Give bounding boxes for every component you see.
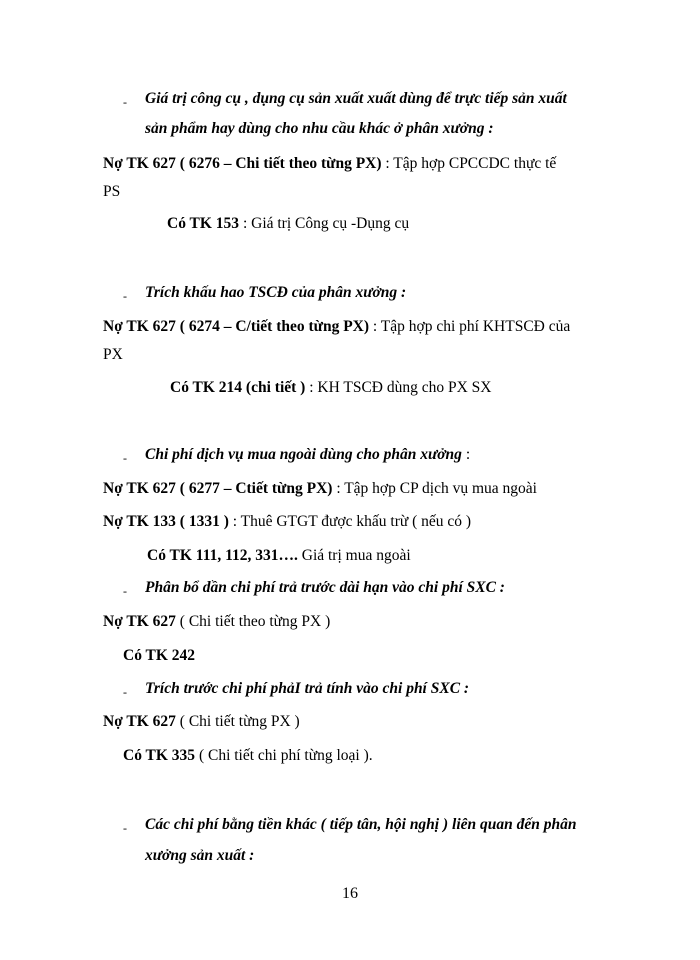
bullet-marker: - — [123, 584, 127, 598]
debit-detail: ( 6274 – C/tiết theo từng PX) — [175, 318, 370, 335]
section-3-heading — [145, 445, 470, 465]
credit-description: ( Chi tiết chi phí từng loại ). — [195, 747, 373, 764]
debit-account: Nợ TK 627 — [103, 480, 176, 497]
section-3-heading-suffix: : — [461, 446, 471, 463]
section-6-heading-line-2: xưởng sản xuất : — [145, 847, 255, 864]
debit-detail: ( 6277 – Ctiết từng PX) — [175, 480, 333, 497]
bullet-marker: - — [123, 95, 127, 109]
section-1-debit-line — [103, 154, 556, 174]
debit-description: : Tập hợp chi phí KHTSCĐ của — [369, 318, 571, 335]
credit-account: Có TK 242 — [123, 647, 196, 664]
section-4-credit-line — [123, 646, 195, 666]
section-1-credit-line — [167, 214, 409, 234]
section-5-credit-line — [123, 746, 373, 766]
section-1-heading-line-1: Giá trị công cụ , dụng cụ sản xuất xuất dùng để trực tiếp sản xuất — [145, 90, 567, 107]
debit-account: Nợ TK 627 — [103, 318, 176, 335]
section-4-heading: Phân bổ dần chi phí trả trước dài hạn vào chi phí SXC : — [145, 579, 505, 596]
page-number: 16 — [342, 885, 358, 902]
debit-account: Nợ TK 627 — [103, 613, 176, 630]
bullet-marker: - — [123, 451, 127, 465]
bullet-marker: - — [123, 289, 127, 303]
debit-description: : Tập hợp CPCCDC thực tế — [381, 155, 557, 172]
credit-description: : Giá trị Công cụ -Dụng cụ — [239, 215, 410, 232]
debit-account: Nợ TK 627 — [103, 155, 176, 172]
section-3-credit-line — [147, 546, 411, 566]
credit-account: Có TK 153 — [167, 215, 240, 232]
section-5-heading: Trích trước chi phí phảI trả tính vào chi phí SXC : — [145, 680, 470, 697]
credit-account: Có TK 214 (chi tiết ) — [170, 379, 306, 396]
section-6-heading-line-1: Các chi phí bằng tiền khác ( tiếp tân, hội nghị ) liên quan đến phân — [145, 816, 577, 833]
debit-account: Nợ TK 627 — [103, 713, 176, 730]
credit-account: Có TK 111, 112, 331…. — [147, 547, 298, 564]
section-4-debit-line — [103, 612, 330, 632]
bullet-marker: - — [123, 685, 127, 699]
debit-detail: ( 1331 ) — [175, 513, 229, 530]
section-2-heading: Trích khấu hao TSCĐ của phân xưởng : — [145, 284, 407, 301]
section-1-heading-line-2: sản phẩm hay dùng cho nhu cầu khác ở phân xưởng : — [145, 120, 494, 137]
credit-account: Có TK 335 — [123, 747, 196, 764]
credit-description: Giá trị mua ngoài — [297, 547, 411, 564]
section-1-debit-continuation: PS — [103, 183, 121, 200]
debit-description: ( Chi tiết từng PX ) — [175, 713, 300, 730]
section-2-debit-continuation: PX — [103, 346, 123, 363]
section-2-credit-line — [170, 378, 492, 398]
debit-description: : Tập hợp CP dịch vụ mua ngoài — [332, 480, 537, 497]
debit-description: ( Chi tiết theo từng PX ) — [175, 613, 331, 630]
section-3-debit-line — [103, 479, 537, 499]
section-3-heading-text: Chi phí dịch vụ mua ngoài dùng cho phân xưởng — [145, 446, 462, 463]
section-3-debit2-line — [103, 512, 471, 532]
debit-description: : Thuê GTGT được khấu trừ ( nếu có ) — [228, 513, 472, 530]
bullet-marker: - — [123, 821, 127, 835]
section-5-debit-line — [103, 712, 300, 732]
debit-detail: ( 6276 – Chi tiết theo từng PX) — [175, 155, 382, 172]
section-2-debit-line — [103, 317, 570, 337]
debit-account: Nợ TK 133 — [103, 513, 176, 530]
credit-description: : KH TSCĐ dùng cho PX SX — [305, 379, 492, 396]
